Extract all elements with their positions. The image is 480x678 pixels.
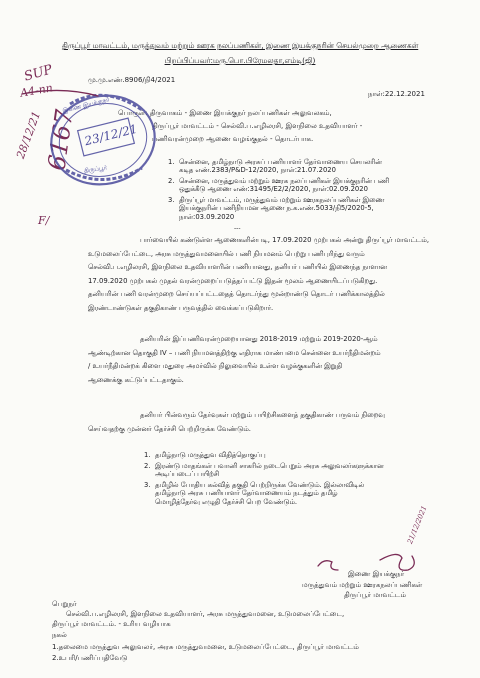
paragraph-line: செல்வி.ப.எழிலரசி, இளநிலை உதவியாளரின் பணியானது, தனியர் பணியில் இணைந்த நாளான xyxy=(88,263,387,272)
reference-text: நாள்:03.09.2020 xyxy=(179,212,235,221)
signatory-district: திருப்பூர் மாவட்டம் xyxy=(344,591,406,599)
requirement-text: அடிப்படைப் பயிற்சி xyxy=(155,470,220,479)
reference-num: 2. xyxy=(168,177,175,185)
paragraph-line: தனியரின் பணி வரன்முறை செய்யப்பட்டதைத் தொடர்ந்து மூன்றாண்டு தொடர் பணிக்காலத்தில் xyxy=(88,290,385,299)
copy-item: 2.உபரி/பணிப்பதிவேடு xyxy=(52,654,128,662)
stamp-bottom-text: திருப்பூர் xyxy=(83,164,108,175)
header-title: திருப்பூர் மாவட்டம், மருத்துவம் மற்றும் ஊரக நலப்பணிகள், இணை இயக்குநரின் செயல்முறை ஆணைகள் xyxy=(61,41,419,50)
stamp-date: 23/12/21 xyxy=(83,121,139,149)
recipient-label: பெறுநர் xyxy=(52,600,77,608)
signature-handwritten-date: 21/12/2021 xyxy=(406,504,429,545)
recipient-line: திருப்பூர் மாவட்டம். - உரிய வழியாக xyxy=(52,620,171,628)
requirement-text: இரண்டு மாதங்கள் பவானி சாகரில் நடைபெறும் அரசு அலுவலர்களுக்கான xyxy=(155,462,384,470)
reference-text: சென்னை, தமிழ்நாடு அரசுப் பணியாளர் தேர்வாணைய செயலரின் xyxy=(179,158,382,166)
signatory-department: மருத்துவம் மற்றும் ஊரகநலப்பணிகள் xyxy=(302,581,423,589)
paragraph-line: ஆணைக்கு கட்டுப்பட்டதாகும். xyxy=(88,375,184,384)
subject-line-1: பொருள்: திருவாகம் - இணை இயக்குநர் நலப்பணிகள் அலுவலகம், xyxy=(118,109,332,117)
stamp-top-text: இணை இயக்குநர் xyxy=(61,96,111,115)
requirement-text: தமிழில் போதிய கல்வித் தகுதி பெற்றிருக்க வேண்டும். இல்லாவிடில் xyxy=(155,481,365,489)
paragraph-line: உடுமலைப்பேட்டை, அரசு மருத்துவமனையில் பணி நியமனம் பெற்று பணிபுரிந்து வரும் xyxy=(88,249,365,258)
reference-text: கடித எண்.2383/P&D-12/2020, நாள்:21.07.2020 xyxy=(179,166,336,175)
paragraph-line: 17.09.2020 முற்பகல் முதல் வரன்முறைப்படுத்தப்பட்டு இதன் மூலம் ஆணையிடப்படுகிறது. xyxy=(88,276,378,285)
requirement-text: தமிழ்நாடு மருத்துவ விதித்தொகுப்பு xyxy=(155,451,266,459)
signatory-title: இணை இயக்குநர் xyxy=(348,570,405,578)
paragraph-line: தனியர் பின்வரும் தேர்வுகள் மற்றும் பயிற்சிகளைத் தகுதிகாண் பருவம் நிறைவு xyxy=(140,411,385,419)
recipient-line: செல்வி.ப.எழிலரசி, இளநிலை உதவியாளர், அரசு மருத்துவமனை, உடுமலைப்பேட்டை, xyxy=(66,610,345,618)
reference-text: சென்னை, மருத்துவம் மற்றும் ஊரக நலப்பணிகள் இயக்குநரின் பணி xyxy=(179,177,390,185)
margin-note-initial: F/ xyxy=(38,214,50,227)
subject-line-2: திருப்பூர் மாவட்டம் - செல்வி.ப.எழிலரசி, இளநிலை உதவியாளர் - xyxy=(152,122,363,130)
document-date: நாள்:22.12.2021 xyxy=(368,90,425,98)
reference-number: மு.மு.எண்.8906/நி4/2021 xyxy=(88,76,176,84)
requirement-num: 3. xyxy=(144,481,151,489)
reference-num: 1. xyxy=(168,158,175,166)
margin-note-date: 28/12/21 xyxy=(14,109,44,161)
reference-text: திருப்பூர் மாவட்டம், மருத்துவம் மற்றும் ஊரகநலப்பணிகள் இணை xyxy=(179,196,385,204)
requirement-text: தமிழ்நாடு அரசு பணியாளர் தேர்வாணையம் நடத்தும் தமிழ் xyxy=(155,489,338,498)
subject-line-3: பணிவரன்முறை ஆணை வழங்குதல் - தொடர்பாக. xyxy=(152,135,314,143)
header-issuer: பிறப்பிப்பவர்:மரு.பொ.பிரேமலதா,எம்டி(ஜி) xyxy=(164,56,316,65)
reference-text: ஒதுக்கீடு ஆணை எண்:31495/E2/2/2020, நாள்:02.09.2020 xyxy=(179,185,368,194)
margin-note-number: 6167 xyxy=(42,107,79,173)
requirement-num: 1. xyxy=(144,451,151,459)
paragraph-line: பார்வையில் கண்டுள்ள ஆணைகளின்படி, 17.09.2020 முற்பகல் அன்று திருப்பூர் மாவட்டம், xyxy=(140,236,430,244)
copy-label: நகல் xyxy=(52,631,67,639)
margin-note-tag: A4-nn xyxy=(19,81,54,100)
copy-item: 1.தலைமை மருத்துவ அலுவலர், அரசு மருத்துவமனை, உடுமலைப்பேட்டை, திருப்பூர் மாவட்டம் xyxy=(52,643,359,651)
reference-text: இயக்குநரின் பணிநியமன ஆணை ந.க.எண்.5033/நி5/2020-5, xyxy=(179,204,374,213)
requirement-text: மொழித்தேர்வு எழுதி தேர்ச்சி பெற வேண்டும். xyxy=(155,497,298,506)
handwritten-marks xyxy=(22,90,414,570)
divider-mark: --- xyxy=(234,225,241,232)
paragraph-line: செய்வதற்கு முன்னர் தேர்ச்சி பெற்றிருக்க வேண்டும். xyxy=(88,424,251,433)
reference-num: 3. xyxy=(168,196,175,204)
paragraph-line: இரண்டாண்டுகள் தகுதிகாண் பருவத்தில் வைக்கப்படுகிறார். xyxy=(88,303,274,312)
paragraph-line: ஆண்டிற்கான தொகுதி IV – பணி நியமனத்திற்கு எதிராக மாண்பமை சென்னை உயர்நீதிமன்றம் xyxy=(88,348,381,357)
paragraph-line: தனியரின் இப்பணிவரன்முறையானது 2018-2019 மற்றும் 2019-2020-ஆம் xyxy=(140,335,378,343)
requirement-num: 2. xyxy=(144,462,151,470)
paragraph-line: / உயர்நீதிமன்றக் கிளை மதுரை அமர்வில் நிலுவையில் உள்ள வழக்குகளின் இறுதி xyxy=(88,362,343,371)
margin-note-sup: SUP xyxy=(22,62,55,85)
